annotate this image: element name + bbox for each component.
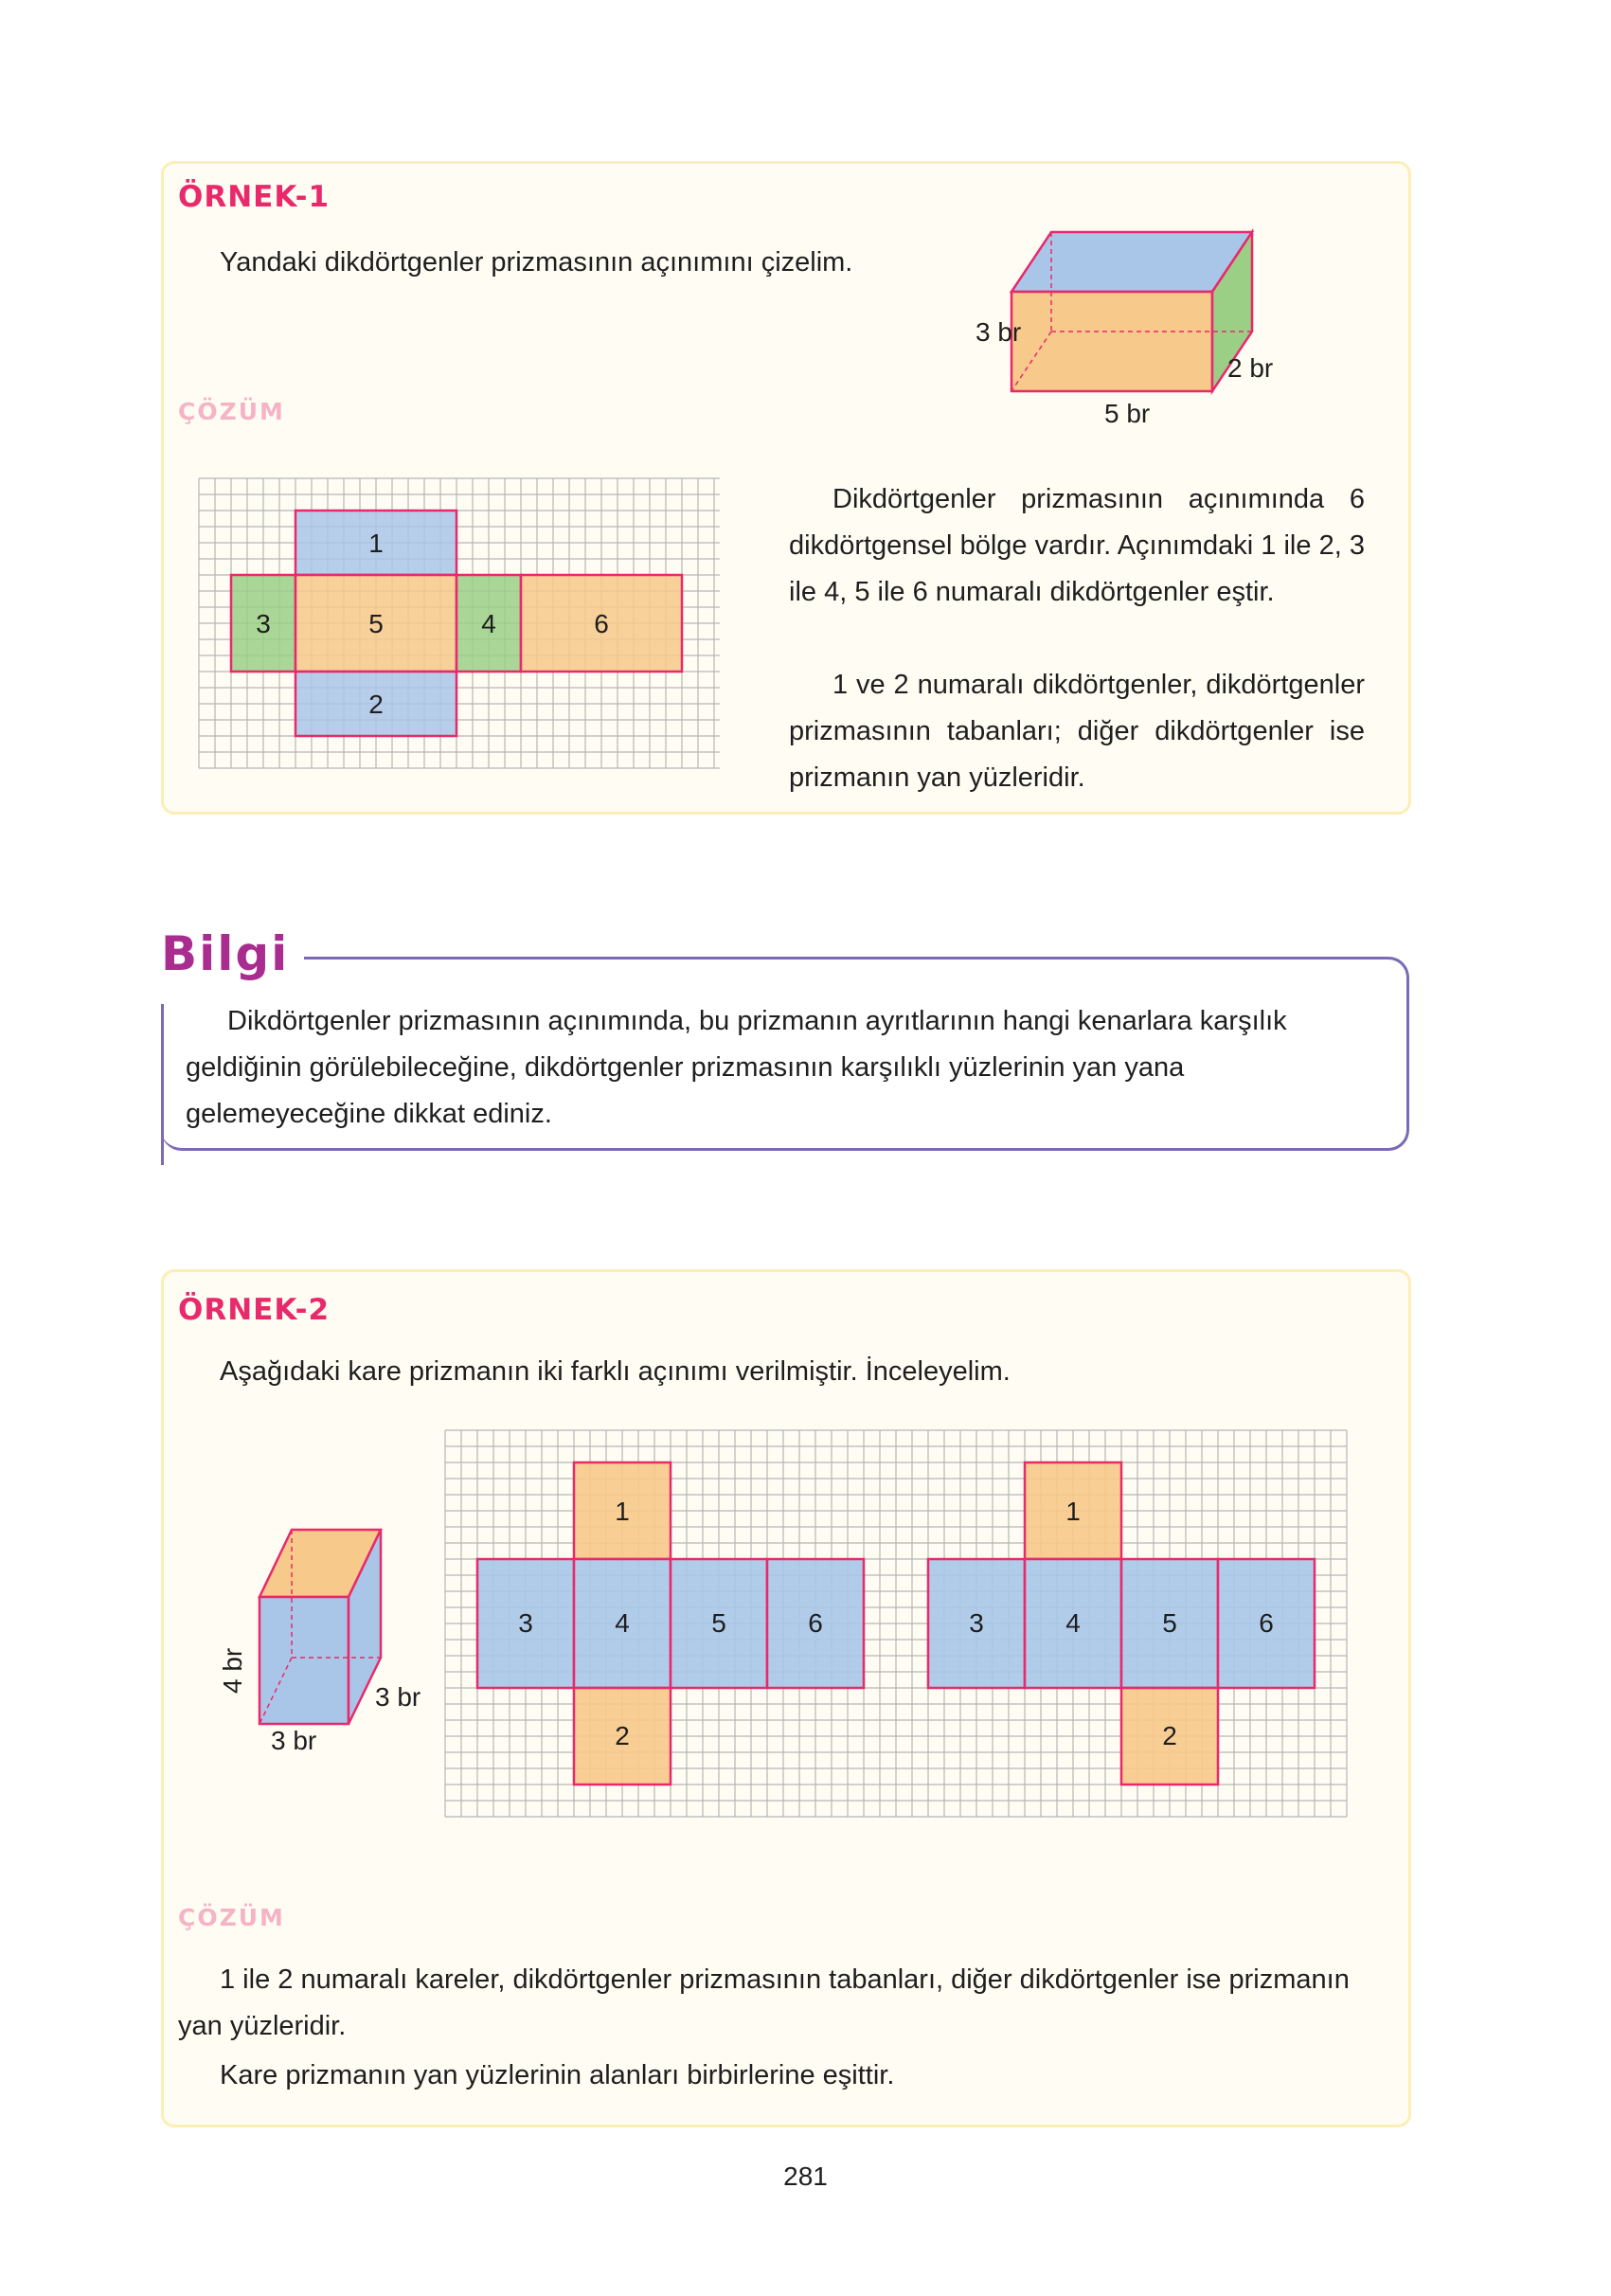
prism-width-label: 3 br xyxy=(271,1726,317,1755)
prism-height-label: 4 br xyxy=(218,1647,247,1694)
example-1-prism xyxy=(976,218,1274,428)
net-a-label-2: 2 xyxy=(615,1721,630,1750)
net-label-1: 1 xyxy=(368,529,384,558)
bilgi-left-line xyxy=(161,1004,164,1165)
net-b-label-5: 5 xyxy=(1162,1608,1177,1638)
net-b-label-2: 2 xyxy=(1162,1721,1177,1750)
example-1-explanation-1: Dikdörtgenler prizmasının açınımında 6 dikdörtgensel bölge vardır. Açınımdaki 1 ile 2, 3 ile 4, 5 ile 6 numaralı dikdörtgenler eştir. xyxy=(789,484,1365,607)
prism-height-label: 3 br xyxy=(976,317,1022,347)
prism-front-face xyxy=(1011,292,1212,391)
example-2-prism xyxy=(199,1506,445,1762)
prism-depth-label: 3 br xyxy=(375,1682,421,1712)
net-a-label-6: 6 xyxy=(808,1608,823,1638)
example-2-solution-label: ÇÖZÜM xyxy=(178,1904,285,1931)
net-a-label-1: 1 xyxy=(615,1497,630,1526)
example-1-explanation-2: 1 ve 2 numaralı dikdörtgenler, dikdörtgenler prizmasının tabanları; diğer dikdörtgenler ise prizmanın yan yüzleridir. xyxy=(789,670,1365,793)
example-1-question: Yandaki dikdörtgenler prizmasının açınımını çizelim. xyxy=(220,247,853,278)
example-2-solution-1: 1 ile 2 numaralı kareler, dikdörtgenler prizmasının tabanları, diğer dikdörtgenler ise prizmanın yan yüzleridir. xyxy=(178,1964,1350,2041)
example-2-solution-2: Kare prizmanın yan yüzlerinin alanları birbirlerine eşittir. xyxy=(220,2060,895,2090)
net-b-label-3: 3 xyxy=(969,1608,984,1638)
example-2-title: ÖRNEK-2 xyxy=(178,1293,331,1327)
example-1-solution-label: ÇÖZÜM xyxy=(178,398,285,425)
net-label-5: 5 xyxy=(368,609,384,638)
prism-top-face xyxy=(1011,232,1252,292)
net-label-2: 2 xyxy=(368,690,384,719)
page-number: 281 xyxy=(783,2161,828,2191)
net-a-label-5: 5 xyxy=(711,1608,726,1638)
net-b-label-1: 1 xyxy=(1065,1497,1081,1526)
prism-front-face xyxy=(260,1597,349,1724)
net-a-label-4: 4 xyxy=(615,1608,630,1638)
bilgi-text: Dikdörtgenler prizmasının açınımında, bu prizmanın ayrıtlarının hangi kenarlara karşılık geldiğinin görülebileceğine, dikdörtgenler prizmasının karşılıklı yüzlerinin yan yana gelemeyeceğine dikkat ediniz. xyxy=(186,1006,1287,1129)
net-b-label-6: 6 xyxy=(1259,1608,1274,1638)
bilgi-title: Bilgi xyxy=(161,926,304,981)
example-1-net xyxy=(199,478,729,781)
net-label-3: 3 xyxy=(256,609,271,638)
prism-width-label: 5 br xyxy=(1104,399,1151,428)
example-1-title: ÖRNEK-1 xyxy=(178,180,331,214)
net-label-6: 6 xyxy=(594,609,609,638)
net-b-label-4: 4 xyxy=(1065,1608,1081,1638)
net-label-4: 4 xyxy=(481,609,496,638)
example-2-nets xyxy=(445,1430,1354,1828)
prism-depth-label: 2 br xyxy=(1227,353,1274,383)
example-2-question: Aşağıdaki kare prizmanın iki farklı açınımı verilmiştir. İnceleyelim. xyxy=(220,1356,1011,1387)
net-a-label-3: 3 xyxy=(518,1608,533,1638)
